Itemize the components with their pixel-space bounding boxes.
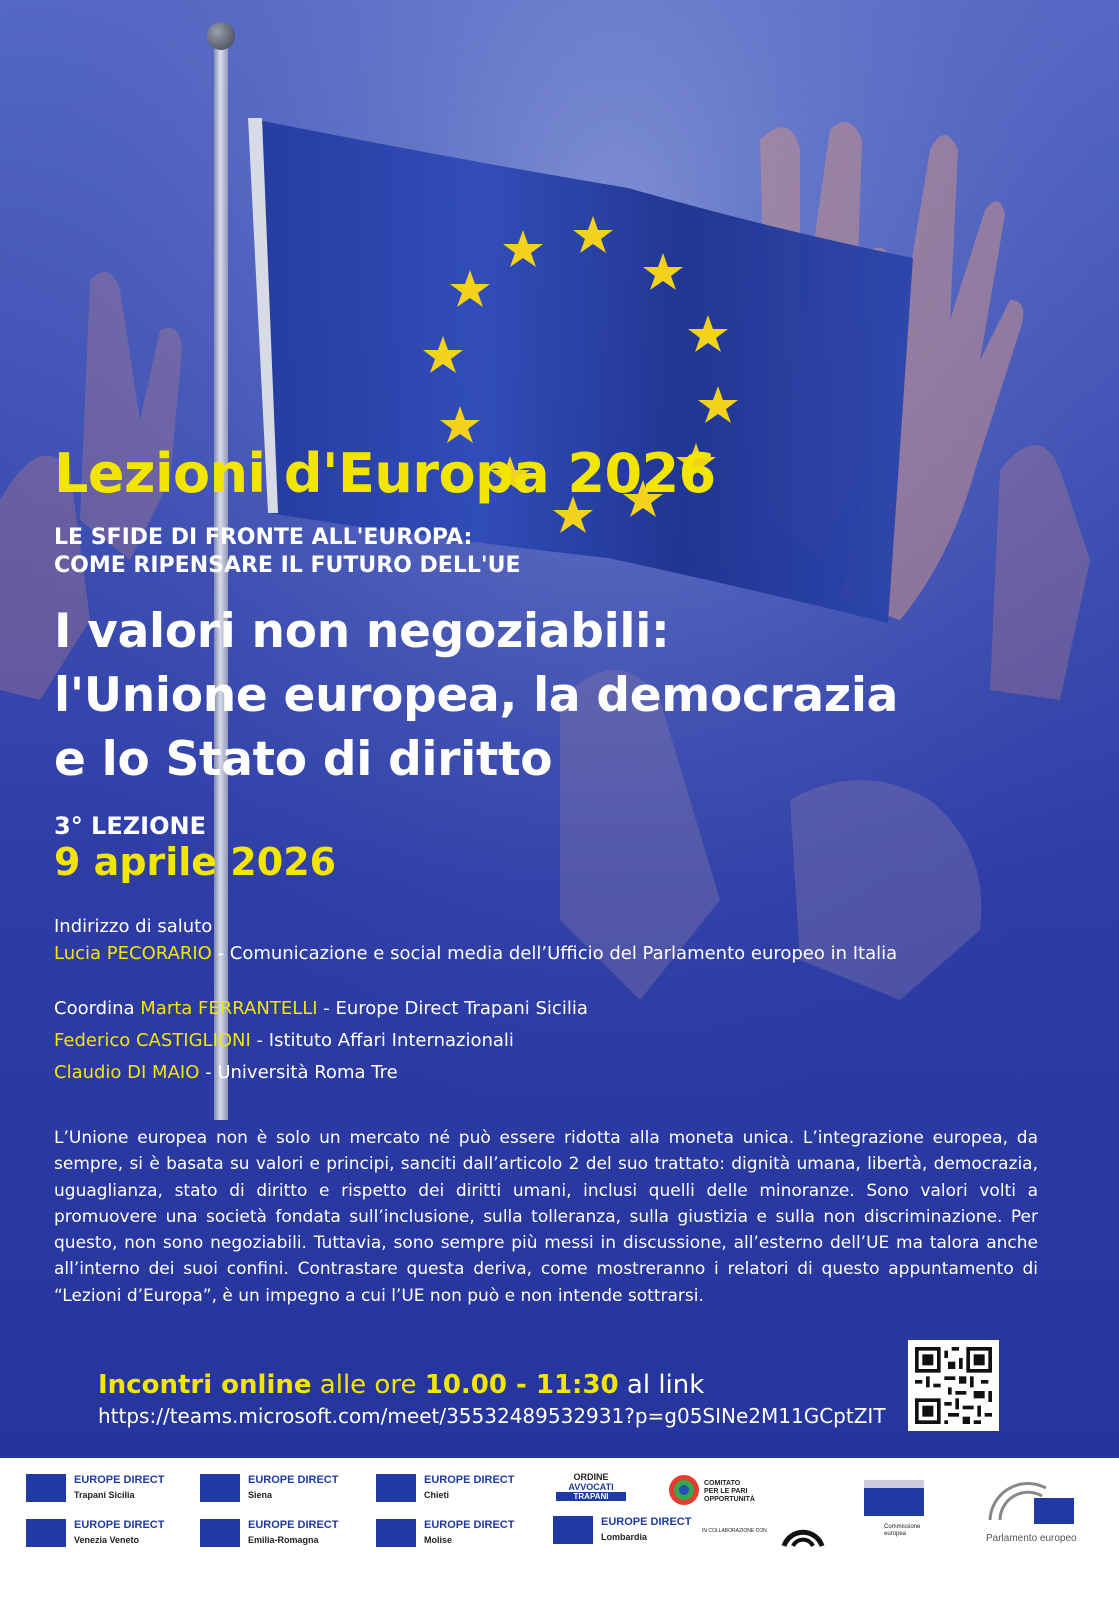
eu-flag-icon	[376, 1474, 416, 1502]
europe-direct-logo: EUROPE DIRECT Emilia-Romagna	[200, 1519, 360, 1559]
greeting-label: Indirizzo di saluto	[54, 916, 213, 937]
online-text-mid: alle ore	[311, 1370, 425, 1400]
speaker-2-role: - Istituto Affari Internazionali	[250, 1030, 514, 1051]
greeting-speaker-role: - Comunicazione e social media dell’Ufficio del Parlamento europeo in Italia	[211, 943, 898, 964]
coordinator-prefix: Coordina	[54, 998, 141, 1019]
europe-direct-logo: EUROPE DIRECT Trapani Sicilia	[26, 1474, 186, 1514]
greeting-speaker	[54, 943, 897, 964]
europe-direct-logo: EUROPE DIRECT Lombardia	[553, 1516, 713, 1556]
online-time: 10.00 - 11:30	[424, 1370, 619, 1400]
lecture-number: 3° LEZIONE	[54, 812, 206, 840]
speaker-3-name: Claudio DI MAIO	[54, 1062, 200, 1083]
lecture-title	[54, 600, 898, 792]
subtitle-line-1: LE SFIDE DI FRONTE ALL'EUROPA:	[54, 525, 473, 550]
qr-code-icon	[915, 1347, 992, 1424]
qr-code[interactable]	[908, 1340, 999, 1431]
online-info	[98, 1370, 704, 1400]
lecture-title-line-2: l'Unione europea, la democrazia	[54, 668, 899, 723]
online-label: Incontri online	[98, 1370, 312, 1400]
series-subtitle	[54, 524, 521, 580]
europe-direct-logo: EUROPE DIRECT Siena	[200, 1474, 360, 1514]
speaker-3	[54, 1062, 398, 1083]
partner-logos: EUROPE DIRECT Trapani Sicilia EUROPE DIRECT Siena EUROPE DIRECT Chieti EUROPE DIRECT Venezia Veneto EUROPE DIRECT Emilia-Romagna EUROPE DIRECT Molise EUROPE DIRECT Lombardia ORDINE AVVOCATI TRAPANI COMITATO PER LE PARI OPPORTUNITÀ IN COLLABORAZIONE CON Commissione europea Parlamento europeo	[0, 1458, 1119, 1600]
lecture-date: 9 aprile 2026	[54, 840, 337, 884]
partner-arc-icon	[778, 1506, 828, 1550]
subtitle-line-2: COME RIPENSARE IL FUTURO DELL'UE	[54, 553, 521, 578]
eu-flag-icon	[26, 1519, 66, 1547]
speaker-2	[54, 1030, 514, 1051]
europe-direct-logo: EUROPE DIRECT Molise	[376, 1519, 536, 1559]
collaborazione-label: IN COLLABORAZIONE CON	[702, 1528, 767, 1534]
eu-flag-icon	[376, 1519, 416, 1547]
online-text-end: al link	[618, 1370, 705, 1400]
comitato-icon	[668, 1474, 700, 1506]
speaker-3-role: - Università Roma Tre	[199, 1062, 398, 1083]
lecture-title-line-3: e lo Stato di diritto	[54, 732, 553, 787]
ordine-avvocati-logo: ORDINE AVVOCATI TRAPANI	[556, 1472, 626, 1501]
description-paragraph: L’Unione europea non è solo un mercato né può essere ridotta alla moneta unica. L’integrazione europea, da sempre, si è basata su valori e principi, sanciti dall’articolo 2 del suo trattato: dignità umana, libertà, democrazia, uguaglianza, stato di diritto e rispetto dei diritti umani, inclusi quelli delle minoranze. Sono valori volti a promuovere una società fondata sull’inclusione, sulla tolleranza, sulla giustizia e sulla non discriminazione. Per questo, non sono negoziabili. Tuttavia, sono sempre più messi in discussione, all’esterno dell’UE ma talora anche all’interno dei suoi confini. Contrastare questa deriva, come mostreranno i relatori di questo appuntamento di “Lezioni d’Europa”, è un impegno a cui l’UE non può e non intende sottrarsi.	[54, 1128, 1038, 1306]
coordinator	[54, 998, 588, 1019]
parlamento-europeo-logo: Parlamento europeo	[986, 1480, 1096, 1544]
europe-direct-logo: EUROPE DIRECT Chieti	[376, 1474, 536, 1514]
commission-building-icon	[864, 1480, 924, 1516]
eu-flag-icon	[200, 1474, 240, 1502]
commissione-europea-logo: Commissione europea	[864, 1480, 954, 1538]
coordinator-name: Marta FERRANTELLI	[140, 998, 318, 1019]
parliament-hemicycle-icon	[986, 1480, 1076, 1526]
meeting-link[interactable]: https://teams.microsoft.com/meet/35532489532931?p=g05SINe2M11GCptZIT	[98, 1404, 886, 1428]
speaker-2-name: Federico CASTIGLIONI	[54, 1030, 251, 1051]
greeting-speaker-name: Lucia PECORARIO	[54, 943, 212, 964]
eu-flag-icon	[26, 1474, 66, 1502]
europe-direct-logo: EUROPE DIRECT Venezia Veneto	[26, 1519, 186, 1559]
eu-flag-icon	[200, 1519, 240, 1547]
eu-flag-icon	[553, 1516, 593, 1544]
series-title: Lezioni d'Europa 2026	[54, 442, 716, 505]
coordinator-role: - Europe Direct Trapani Sicilia	[317, 998, 588, 1019]
lecture-title-line-1: I valori non negoziabili:	[54, 604, 670, 659]
